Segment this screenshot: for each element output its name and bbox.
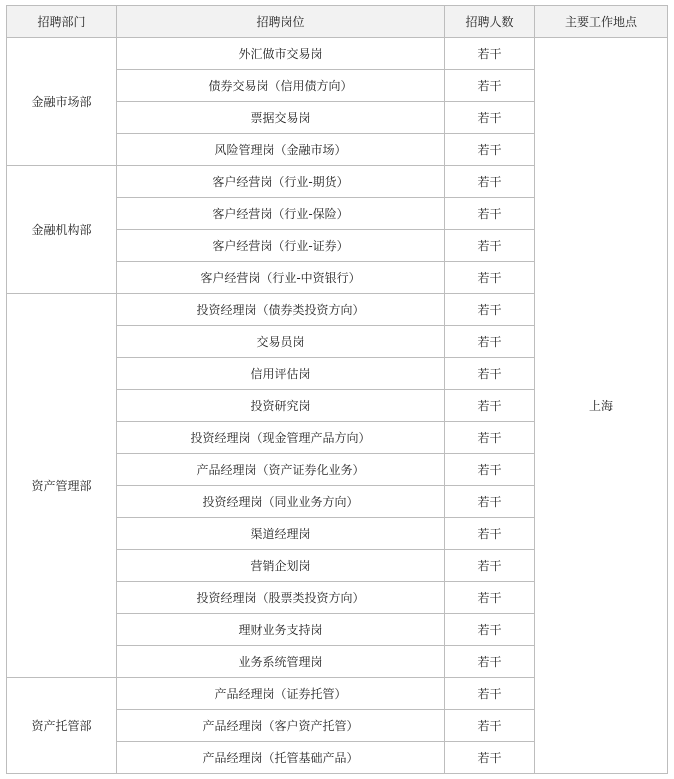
position-cell: 产品经理岗（资产证券化业务） xyxy=(117,454,445,486)
count-cell: 若干 xyxy=(445,390,535,422)
department-cell: 金融机构部 xyxy=(7,166,117,294)
count-cell: 若干 xyxy=(445,38,535,70)
position-cell: 业务系统管理岗 xyxy=(117,646,445,678)
position-cell: 客户经营岗（行业-证券） xyxy=(117,230,445,262)
department-cell: 资产托管部 xyxy=(7,678,117,774)
count-cell: 若干 xyxy=(445,486,535,518)
count-cell: 若干 xyxy=(445,582,535,614)
count-cell: 若干 xyxy=(445,710,535,742)
position-cell: 渠道经理岗 xyxy=(117,518,445,550)
position-cell: 客户经营岗（行业-保险） xyxy=(117,198,445,230)
position-cell: 投资研究岗 xyxy=(117,390,445,422)
count-cell: 若干 xyxy=(445,198,535,230)
count-cell: 若干 xyxy=(445,550,535,582)
header-position: 招聘岗位 xyxy=(117,6,445,38)
department-cell: 资产管理部 xyxy=(7,294,117,678)
count-cell: 若干 xyxy=(445,518,535,550)
department-cell: 金融市场部 xyxy=(7,38,117,166)
header-row xyxy=(7,6,668,38)
position-cell: 客户经营岗（行业-中资银行） xyxy=(117,262,445,294)
position-cell: 信用评估岗 xyxy=(117,358,445,390)
count-cell: 若干 xyxy=(445,262,535,294)
count-cell: 若干 xyxy=(445,134,535,166)
count-cell: 若干 xyxy=(445,166,535,198)
header-location: 主要工作地点 xyxy=(535,6,668,38)
count-cell: 若干 xyxy=(445,326,535,358)
position-cell: 交易员岗 xyxy=(117,326,445,358)
position-cell: 投资经理岗（债券类投资方向） xyxy=(117,294,445,326)
count-cell: 若干 xyxy=(445,358,535,390)
count-cell: 若干 xyxy=(445,742,535,774)
header-department: 招聘部门 xyxy=(7,6,117,38)
table-row xyxy=(7,38,668,70)
count-cell: 若干 xyxy=(445,614,535,646)
location-cell: 上海 xyxy=(535,38,668,774)
count-cell: 若干 xyxy=(445,454,535,486)
position-cell: 票据交易岗 xyxy=(117,102,445,134)
position-cell: 产品经理岗（客户资产托管） xyxy=(117,710,445,742)
position-cell: 产品经理岗（证券托管） xyxy=(117,678,445,710)
count-cell: 若干 xyxy=(445,102,535,134)
position-cell: 风险管理岗（金融市场） xyxy=(117,134,445,166)
count-cell: 若干 xyxy=(445,294,535,326)
count-cell: 若干 xyxy=(445,70,535,102)
position-cell: 营销企划岗 xyxy=(117,550,445,582)
position-cell: 投资经理岗（同业业务方向） xyxy=(117,486,445,518)
count-cell: 若干 xyxy=(445,678,535,710)
position-cell: 理财业务支持岗 xyxy=(117,614,445,646)
position-cell: 债券交易岗（信用债方向） xyxy=(117,70,445,102)
header-count: 招聘人数 xyxy=(445,6,535,38)
recruitment-table xyxy=(6,5,668,774)
count-cell: 若干 xyxy=(445,422,535,454)
position-cell: 投资经理岗（股票类投资方向） xyxy=(117,582,445,614)
position-cell: 产品经理岗（托管基础产品） xyxy=(117,742,445,774)
position-cell: 外汇做市交易岗 xyxy=(117,38,445,70)
position-cell: 投资经理岗（现金管理产品方向） xyxy=(117,422,445,454)
count-cell: 若干 xyxy=(445,646,535,678)
count-cell: 若干 xyxy=(445,230,535,262)
position-cell: 客户经营岗（行业-期货） xyxy=(117,166,445,198)
